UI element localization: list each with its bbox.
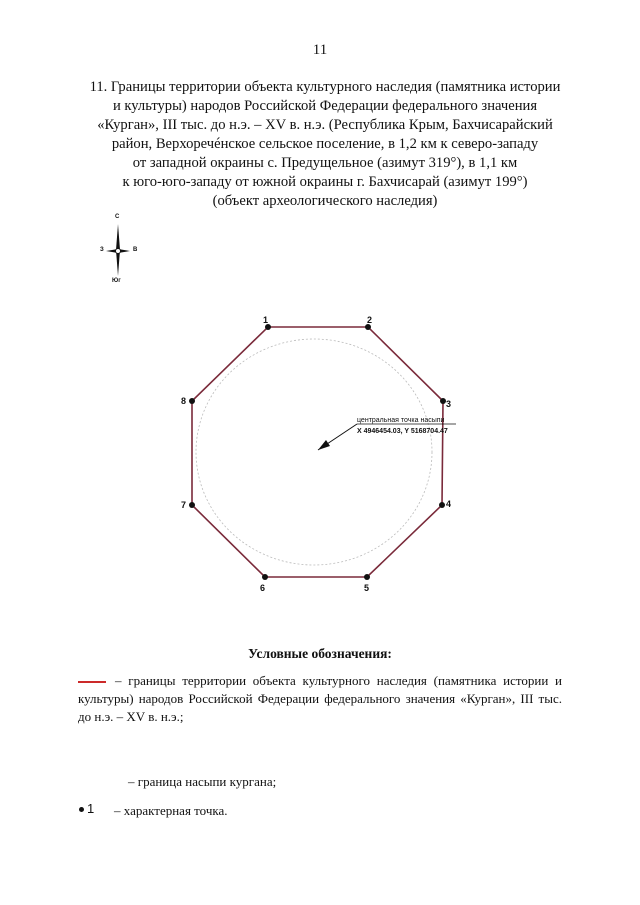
vertex-marker <box>189 502 195 508</box>
title-line: (объект археологического наследия) <box>212 193 438 209</box>
legend-point-text: – характерная точка. <box>114 803 228 818</box>
legend-point-icon <box>79 807 84 812</box>
title-line: к юго-юго-западу от южной окраины г. Бахчисарай (азимут 199°) <box>122 174 528 190</box>
title-line: от западной окраины с. Предущельное (азимут 319°), в 1,1 км <box>132 155 518 171</box>
vertex-label: 1 <box>263 315 269 325</box>
vertex-label: 4 <box>446 499 452 509</box>
compass-rose <box>100 214 144 290</box>
vertex-label: 6 <box>260 583 266 593</box>
compass-north-label: С <box>115 214 120 220</box>
vertex-markers <box>189 324 446 580</box>
vertex-label: 7 <box>181 500 187 510</box>
compass-south-label: Юг <box>112 278 121 284</box>
vertex-marker <box>439 502 445 508</box>
compass-icon <box>100 214 144 290</box>
document-title <box>60 78 590 211</box>
vertex-marker <box>364 574 370 580</box>
vertex-label: 8 <box>181 396 187 406</box>
vertex-marker <box>262 574 268 580</box>
title-line: район, Верхоречéнское сельское поселение, в 1,2 км к северо-западу <box>111 136 539 152</box>
territory-boundary <box>192 327 443 577</box>
legend-boundary-text: – границы территории объекта культурного наследия (памятника истории и культуры) народов Российской Федерации федерального значения «Курган», III тыс. до н.э. – XV в. н.э.; <box>78 673 562 724</box>
title-line: 11. Границы территории объекта культурного наследия (памятника истории <box>89 79 561 95</box>
title-line: и культуры) народов Российской Федерации федерального значения <box>112 98 538 114</box>
site-plan <box>0 300 640 600</box>
vertex-marker <box>189 398 195 404</box>
legend-heading: Условные обозначения: <box>248 646 392 661</box>
vertex-label: 3 <box>446 399 452 409</box>
mound-boundary <box>196 339 432 565</box>
center-point-callout <box>318 417 456 450</box>
vertex-label: 2 <box>367 315 373 325</box>
page-number: 11 <box>312 42 328 58</box>
legend-point-symbol: 1 <box>87 801 95 816</box>
center-point-label: центральная точка насыпи <box>357 417 445 424</box>
center-point-coords: X 4946454.03, Y 5168704.47 <box>357 428 448 435</box>
title-line: «Курган», III тыс. до н.э. – XV в. н.э. (Республика Крым, Бахчисарайский <box>97 117 553 133</box>
compass-east-label: В <box>133 247 138 253</box>
legend-mound-text: – граница насыпи кургана; <box>128 774 277 789</box>
vertex-label: 5 <box>364 583 370 593</box>
compass-west-label: З <box>100 247 104 253</box>
